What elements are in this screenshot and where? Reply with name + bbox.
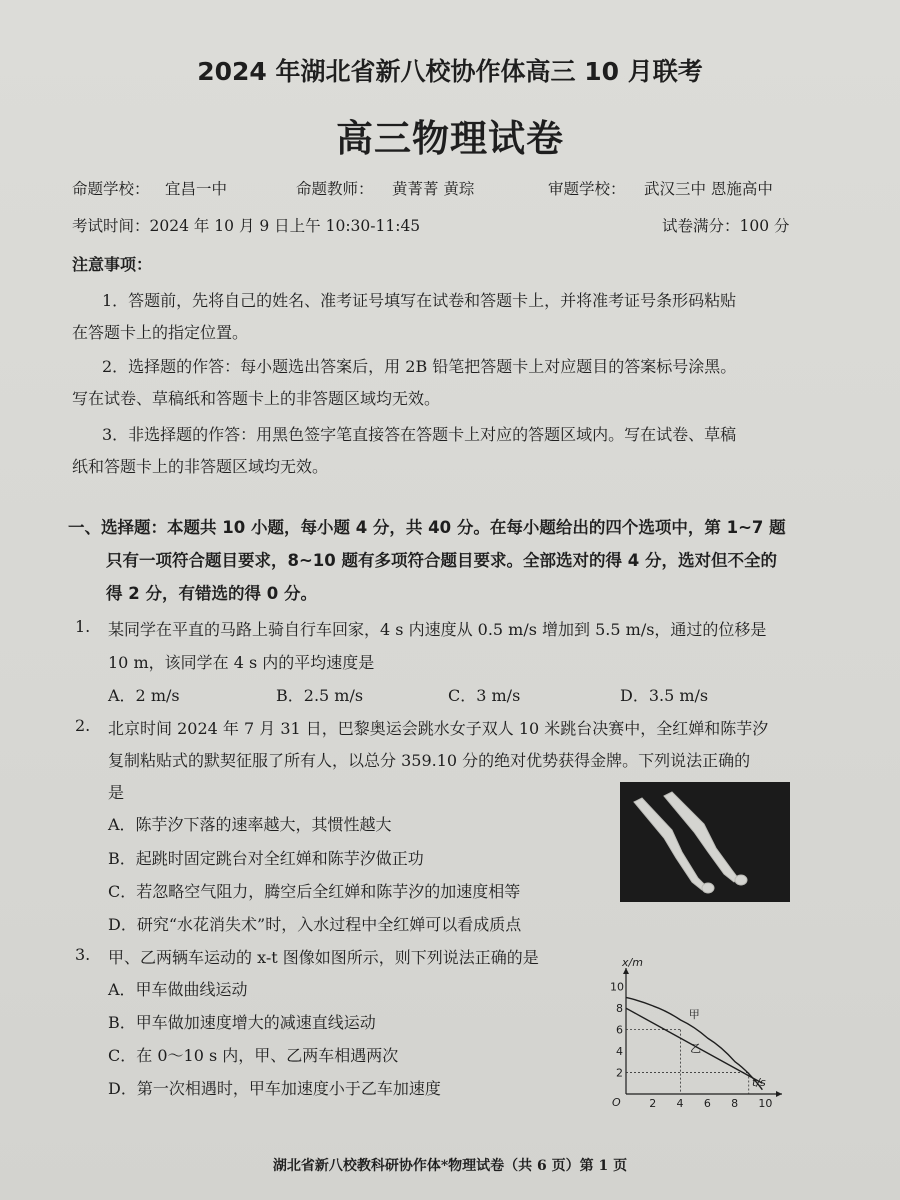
series-label-jia: 甲 [688, 1007, 700, 1021]
question-1-text-cont: 10 m，该同学在 4 s 内的平均速度是 [108, 653, 375, 672]
question-3-option-a: A．甲车做曲线运动 [108, 980, 248, 999]
section-1-intro-cont2: 得 2 分，有错选的得 0 分。 [106, 584, 317, 603]
question-2-option-c: C．若忽略空气阻力，腾空后全红婵和陈芋汐的加速度相等 [108, 882, 521, 901]
x-tick-label: 8 [731, 1097, 739, 1110]
question-2-number: 2. [75, 716, 91, 735]
divers-illustration [620, 782, 790, 902]
full-score: 试卷满分：100 分 [662, 217, 790, 235]
question-1-option-b: B．2.5 m/s [276, 686, 364, 705]
question-2-text: 北京时间 2024 年 7 月 31 日，巴黎奥运会跳水女子双人 10 米跳台决赛中，全红婵和陈芋汐 [108, 719, 769, 738]
question-1-option-c: C．3 m/s [448, 686, 521, 705]
question-3-option-b: B．甲车做加速度增大的减速直线运动 [108, 1013, 376, 1032]
question-3-text: 甲、乙两辆车运动的 x-t 图像如图所示，则下列说法正确的是 [108, 948, 539, 967]
reviewer-label: 审题学校： [548, 180, 626, 198]
x-axis-label: t/s [752, 1076, 766, 1089]
notice-item-2: 2．选择题的作答：每小题选出答案后，用 2B 铅笔把答题卡上对应题目的答案标号涂黑。 [102, 357, 737, 376]
notice-heading: 注意事项： [72, 255, 153, 274]
x-axis-arrow [776, 1091, 782, 1097]
y-tick-label: 8 [616, 1002, 623, 1016]
section-1-intro-cont: 只有一项符合题目要求，8~10 题有多项符合题目要求。全部选对的得 4 分，选对但不全的 [106, 551, 777, 570]
origin-label: O [612, 1096, 621, 1109]
question-1-number: 1. [75, 617, 91, 636]
y-tick-label: 2 [616, 1066, 623, 1080]
paper-title: 高三物理试卷 [336, 117, 564, 160]
notice-item-1: 1．答题前，先将自己的姓名、准考证号填写在试卷和答题卡上，并将准考证号条形码粘贴 [102, 291, 737, 310]
exam-time: 考试时间：2024 年 10 月 9 日上午 10:30-11:45 [72, 217, 421, 235]
question-3-option-c: C．在 0～10 s 内，甲、乙两车相遇两次 [108, 1046, 399, 1065]
notice-item-1-cont: 在答题卡上的指定位置。 [72, 323, 249, 342]
y-axis-label: x/m [622, 956, 643, 969]
notice-item-3: 3．非选择题的作答：用黑色签字笔直接答在答题卡上对应的答题区域内。写在试卷、草稿 [102, 425, 737, 444]
section-1-intro: 一、选择题：本题共 10 小题，每小题 4 分，共 40 分。在每小题给出的四个选项中，第 1~7 题 [68, 518, 786, 537]
exam-title: 2024 年湖北省新八校协作体高三 10 月联考 [197, 57, 703, 86]
setter-teacher: 黄菁菁 黄琮 [392, 180, 475, 198]
setter-school-label: 命题学校： [72, 180, 150, 198]
question-3-option-d: D．第一次相遇时，甲车加速度小于乙车加速度 [108, 1079, 441, 1098]
x-tick-label: 4 [676, 1097, 684, 1110]
setter-school: 宜昌一中 [165, 180, 228, 198]
setter-teacher-label: 命题教师： [296, 180, 374, 198]
xt-graph [604, 956, 784, 1116]
diving-photo [620, 782, 790, 902]
notice-item-2-cont: 写在试卷、草稿纸和答题卡上的非答题区域均无效。 [72, 389, 441, 408]
question-3-number: 3. [75, 945, 91, 964]
page-footer: 湖北省新八校教科研协作体*物理试卷（共 6 页）第 1 页 [272, 1158, 628, 1174]
y-tick-label: 4 [616, 1045, 623, 1059]
y-tick-label: 6 [616, 1023, 623, 1037]
x-tick-label: 6 [703, 1097, 711, 1110]
question-2-text-cont2: 是 [108, 783, 125, 802]
question-2-option-b: B．起跳时固定跳台对全红婵和陈芋汐做正功 [108, 849, 424, 868]
question-1-text: 某同学在平直的马路上骑自行车回家，4 s 内速度从 0.5 m/s 增加到 5.5 m/s，通过的位移是 [108, 620, 767, 639]
question-1-option-a: A．2 m/s [108, 686, 180, 705]
question-2-text-cont: 复制粘贴式的默契征服了所有人，以总分 359.10 分的绝对优势获得金牌。下列说法正确的 [108, 751, 751, 770]
question-1-option-d: D．3.5 m/s [620, 686, 709, 705]
series-label-yi: 乙 [690, 1042, 702, 1056]
question-2-option-a: A．陈芋汐下落的速率越大，其惯性越大 [108, 815, 392, 834]
question-2-option-d: D．研究“水花消失术”时，入水过程中全红婵可以看成质点 [108, 915, 522, 934]
x-tick-label: 10 [758, 1097, 773, 1110]
reviewer: 武汉三中 恩施高中 [644, 180, 773, 198]
x-tick-label: 2 [649, 1097, 657, 1110]
y-tick-label: 10 [610, 980, 624, 994]
notice-item-3-cont: 纸和答题卡上的非答题区域均无效。 [72, 457, 329, 476]
